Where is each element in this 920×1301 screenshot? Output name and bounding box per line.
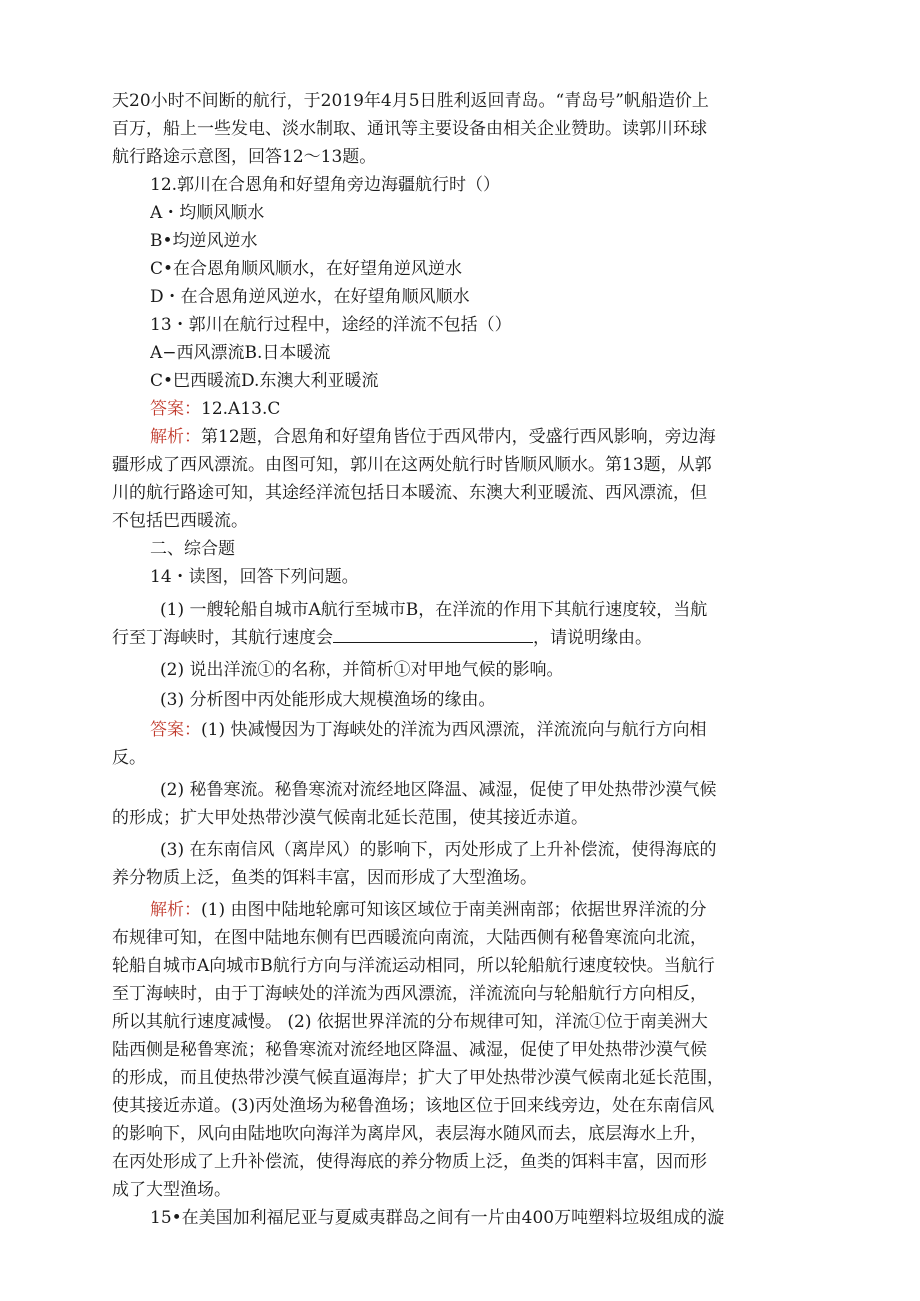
question-14-stem: 14・读图，回答下列问题。 — [150, 567, 359, 587]
question-12-option-a: A・均顺风顺水 — [150, 203, 265, 223]
explanation-12-13-line-4: 不包括巴西暖流。 — [112, 511, 248, 531]
fill-blank — [333, 628, 533, 643]
question-14-part-1-line-1: (1) 一艘轮船自城市A航行至城市B，在洋流的作用下其航行速度较，当航 — [160, 600, 708, 620]
answer-14-part-1-line-1: 答案：(1) 快减慢因为丁海峡处的洋流为西风漂流，洋流流向与航行方向相 — [150, 720, 707, 740]
question-12-option-d: D・在合恩角逆风逆水，在好望角顺风顺水 — [150, 287, 470, 307]
explanation-14-line-10: 在丙处形成了上升补偿流，使得海底的养分物质上泛，鱼类的饵料丰富，因而形 — [112, 1152, 707, 1172]
question-13-stem: 13・郭川在航行过程中，途经的洋流不包括（） — [150, 315, 512, 335]
explanation-14-line-8: 使其接近赤道。(3)丙处渔场为秘鲁渔场；该地区位于回来线旁边，处在东南信风 — [112, 1096, 715, 1116]
passage-line-2: 百万，船上一些发电、淡水制取、通讯等主要设备由相关企业赞助。读郭川环球 — [112, 119, 707, 139]
answer-text: 12.A13.C — [201, 399, 281, 419]
question-14-part-3: (3) 分析图中丙处能形成大规模渔场的缘由。 — [160, 690, 496, 710]
question-15-line-1: 15•在美国加利福尼亚与夏威夷群岛之间有一片由400万吨塑料垃圾组成的漩 — [150, 1208, 725, 1228]
question-14-part-1-line-2: 行至丁海峡时，其航行速度会 ，请说明缘由。 — [112, 628, 652, 648]
answer-12-13 — [150, 397, 812, 421]
section-heading: 二、综合题 — [150, 539, 235, 559]
question-12-option-b: B•均逆风逆水 — [150, 231, 258, 251]
explanation-14-line-7: 的形成，而且使热带沙漠气候直逼海岸；扩大了甲处热带沙漠气候南北延长范围， — [112, 1068, 724, 1088]
explanation-12-13-line-2: 疆形成了西风漂流。由图可知，郭川在这两处航行时皆顺风顺水。第13题，从郭 — [112, 455, 712, 475]
question-14-part-2: (2) 说出洋流①的名称，并简析①对甲地气候的影响。 — [160, 660, 564, 680]
passage-line-3: 航行路途示意图，回答12〜13题。 — [112, 147, 377, 167]
explanation-14-line-5: 所以其航行速度减慢。 (2) 依据世界洋流的分布规律可知，洋流①位于南美洲大 — [112, 1012, 708, 1032]
explanation-label: 解析： — [150, 427, 201, 447]
explanation-12-13-line-3: 川的航行路途可知，其途经洋流包括日本暖流、东澳大利亚暖流、西风漂流，但 — [112, 483, 707, 503]
answer-14-part-2-line-1: (2) 秘鲁寒流。秘鲁寒流对流经地区降温、减湿，促使了甲处热带沙漠气候 — [160, 780, 717, 800]
answer-14-part-3-line-1: (3) 在东南信风（离岸风）的影响下，丙处形成了上升补偿流，使得海底的 — [160, 840, 717, 860]
question-13-options-cd: C•巴西暖流D.东澳大利亚暖流 — [150, 371, 379, 391]
explanation-label: 解析： — [150, 900, 201, 920]
explanation-12-13-line-1: 解析：第12题，合恩角和好望角皆位于西风带内，受盛行西风影响，旁边海 — [150, 427, 716, 447]
explanation-14-line-2: 布规律可知，在图中陆地东侧有巴西暖流向南流，大陆西侧有秘鲁寒流向北流， — [112, 928, 707, 948]
answer-14-part-1-line-2: 反。 — [112, 748, 146, 768]
passage-line-1: 天20小时不间断的航行，于2019年4月5日胜利返回青岛。“青岛号”帆船造价上 — [112, 91, 709, 111]
question-12-option-c: C•在合恩角顺风顺水，在好望角逆风逆水 — [150, 259, 463, 279]
explanation-14-line-1: 解析：(1) 由图中陆地轮廓可知该区域位于南美洲南部；依据世界洋流的分 — [150, 900, 707, 920]
explanation-14-line-6: 陆西侧是秘鲁寒流；秘鲁寒流对流经地区降温、减湿，促使了甲处热带沙漠气候 — [112, 1040, 707, 1060]
question-13-options-ab: A−西风漂流B.日本暖流 — [150, 343, 331, 363]
explanation-14-line-3: 轮船自城市A向城市B航行方向与洋流运动相同，所以轮船航行速度较快。当航行 — [112, 956, 715, 976]
question-12-stem: 12.郭川在合恩角和好望角旁边海疆航行时（） — [150, 175, 501, 195]
explanation-14-line-4: 至丁海峡时，由于丁海峡处的洋流为西风漂流，洋流流向与轮船航行方向相反， — [112, 984, 707, 1004]
answer-label: 答案： — [150, 399, 201, 419]
answer-label: 答案： — [150, 720, 201, 740]
explanation-14-line-9: 的影响下，风向由陆地吹向海洋为离岸风，表层海水随风而去，底层海水上升， — [112, 1124, 707, 1144]
explanation-14-line-11: 成了大型渔场。 — [112, 1180, 231, 1200]
answer-14-part-3-line-2: 养分物质上泛，鱼类的饵料丰富，因而形成了大型渔场。 — [112, 868, 537, 888]
answer-14-part-2-line-2: 的形成；扩大甲处热带沙漠气候南北延长范围，使其接近赤道。 — [112, 808, 588, 828]
